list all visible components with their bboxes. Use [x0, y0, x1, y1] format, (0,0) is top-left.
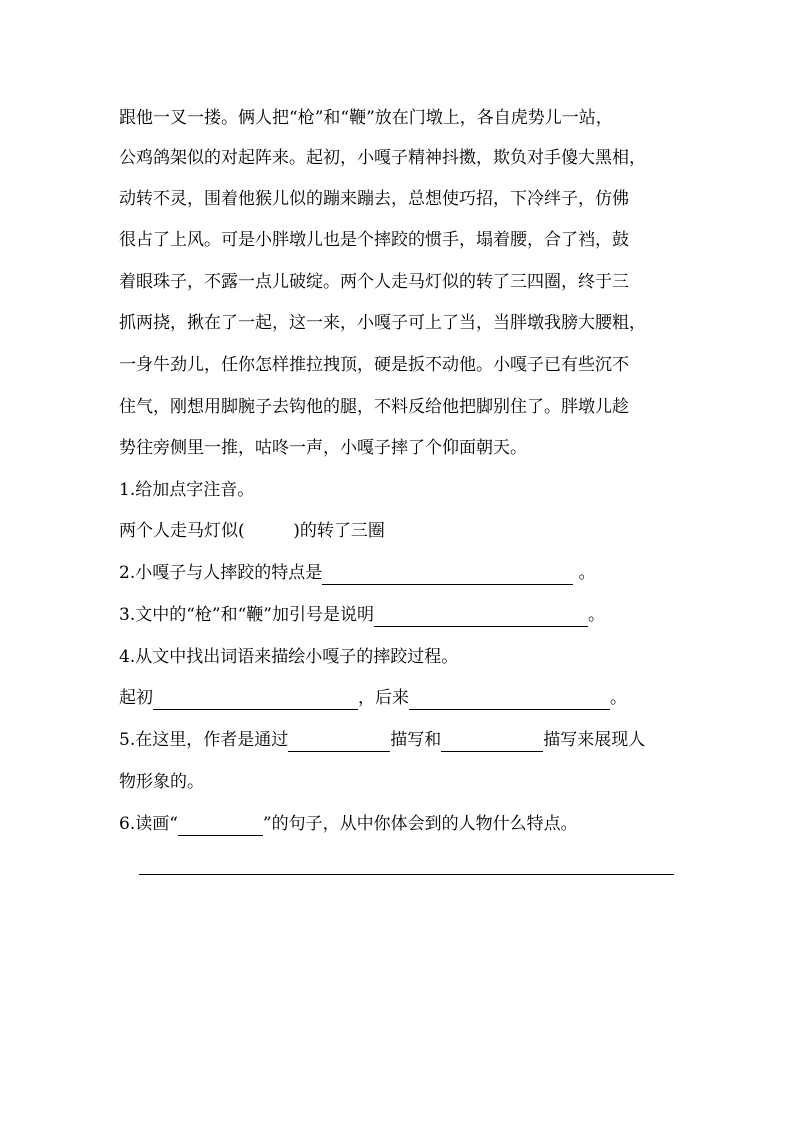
passage-line: 着眼珠子，不露一点儿破绽。两个人走马灯似的转了三四圈，终于三 [119, 272, 629, 292]
q5-mid: 描写和 [390, 730, 442, 750]
q3-prefix: 3.文中的“枪”和“鞭”加引号是说明 [119, 605, 374, 625]
q4-end: 。 [610, 688, 627, 708]
q6-prefix: 6.读画“ [119, 814, 178, 834]
q5-answer-blank-a[interactable] [288, 733, 390, 752]
q1-prefix: 两个人走马灯似( [119, 521, 245, 541]
passage-line: 住气，刚想用脚腕子去钩他的腿，不料反给他把脚别住了。胖墩儿趁 [119, 397, 629, 417]
q3-answer-blank[interactable] [374, 608, 588, 627]
question-1-title: 1.给加点字注音。 [119, 480, 255, 500]
q4-label-a: 起初 [119, 688, 153, 708]
passage-line: 一身牛劲儿，任你怎样推拉拽顶，硬是扳不动他。小嘎子已有些沉不 [119, 355, 629, 375]
passage-line: 很占了上风。可是小胖墩儿也是个摔跤的惯手，塌着腰，合了裆，鼓 [119, 230, 629, 250]
question-3 [119, 603, 605, 627]
question-5 [119, 728, 645, 752]
passage-line: 抓两挠，揪在了一起，这一来，小嘎子可上了当，当胖墩我膀大腰粗， [119, 313, 646, 333]
q6-quote-blank[interactable] [178, 817, 263, 836]
question-4-title: 4.从文中找出词语来描绘小嘎子的摔跤过程。 [119, 647, 459, 667]
q3-suffix: 。 [587, 605, 605, 625]
q6-answer-line[interactable] [139, 874, 674, 875]
q5-prefix: 5.在这里，作者是通过 [119, 730, 289, 750]
question-5-continued: 物形象的。 [119, 772, 204, 792]
q5-suffix: 描写来展现人 [543, 730, 646, 750]
question-2 [119, 561, 596, 585]
q4-answer-blank-b[interactable] [409, 691, 610, 710]
q2-answer-blank[interactable] [322, 566, 573, 585]
q1-suffix: )的转了三圈 [293, 521, 385, 541]
q5-answer-blank-b[interactable] [441, 733, 543, 752]
q4-label-b: ，后来 [358, 688, 409, 708]
passage-line: 公鸡鸽架似的对起阵来。起初，小嘎子精神抖擞，欺负对手傻大黑相， [119, 148, 646, 168]
q2-suffix: 。 [573, 563, 596, 583]
q2-prefix: 2.小嘎子与人摔跤的特点是 [119, 563, 323, 583]
q4-answer-blank-a[interactable] [153, 691, 358, 710]
passage-line: 动转不灵，围着他猴儿似的蹦来蹦去，总想使巧招，下冷绊子，仿佛 [119, 189, 629, 209]
question-4-answers [119, 686, 627, 710]
passage-line: 跟他一叉一搂。俩人把“枪”和“鞭”放在门墩上，各自虎势儿一站， [119, 108, 613, 128]
question-6 [119, 812, 578, 836]
question-1-item [119, 519, 385, 543]
pinyin-answer-gap[interactable] [245, 521, 294, 541]
q6-suffix: ”的句子，从中你体会到的人物什么特点。 [262, 814, 578, 834]
passage-line: 势往旁侧里一推，咕咚一声，小嘎子摔了个仰面朝天。 [119, 438, 527, 458]
